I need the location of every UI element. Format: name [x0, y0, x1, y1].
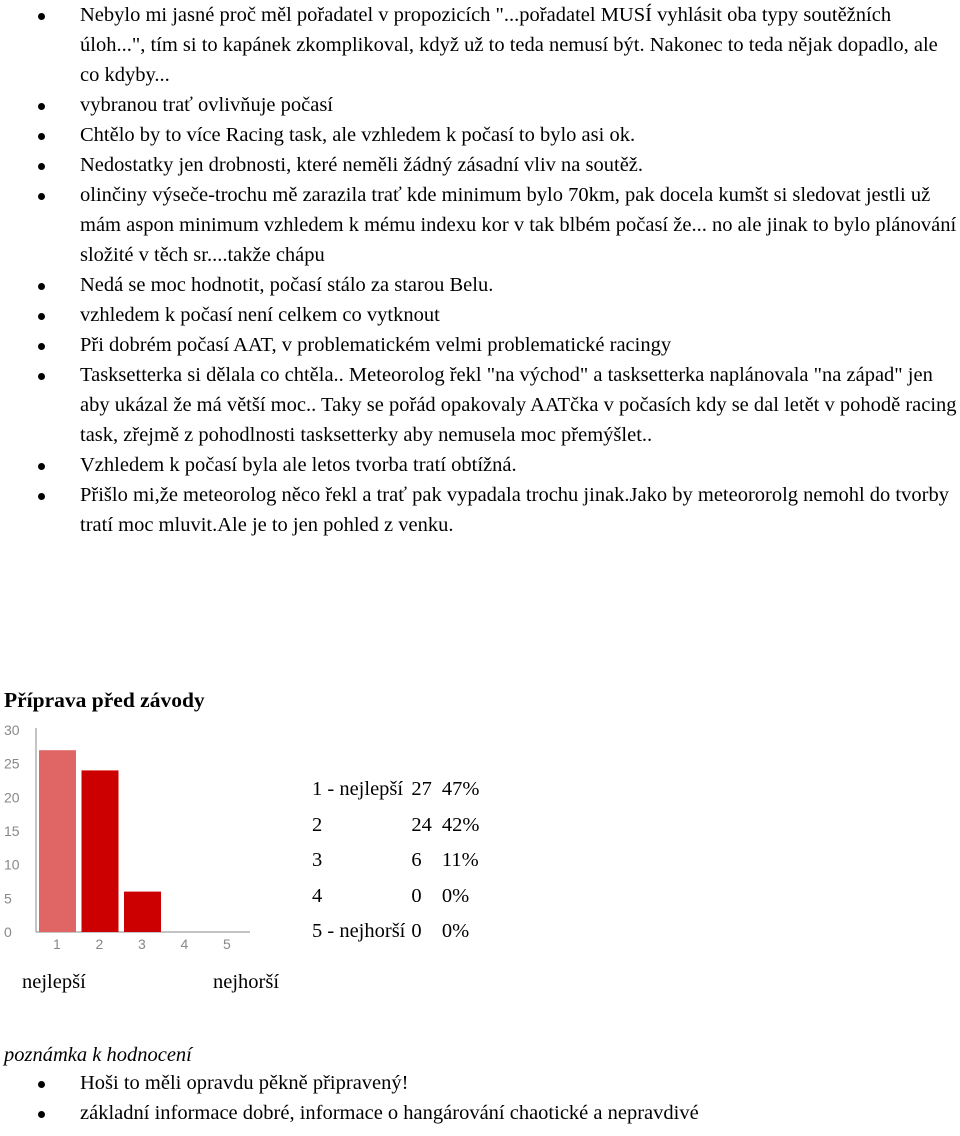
bullet-icon: [38, 103, 45, 110]
bullet-icon: [38, 1081, 45, 1088]
table-row: [310, 772, 481, 808]
list-item: [0, 1098, 960, 1128]
result-count: 24: [411, 813, 432, 836]
x-tick-label: 2: [95, 936, 104, 952]
result-count: 0: [411, 920, 422, 942]
result-count: 27: [411, 778, 432, 800]
bullet-icon: [38, 163, 45, 170]
comment-text: vzhledem k počasí není celkem co vytknout: [80, 304, 440, 326]
comment-text: Nedá se moc hodnotit, počasí stálo za starou Belu.: [80, 274, 494, 296]
result-label: 4: [312, 884, 323, 907]
table-row: [310, 808, 481, 844]
list-item: [0, 360, 960, 450]
note-list: [0, 1068, 960, 1128]
y-tick-label: 5: [4, 890, 12, 907]
bullet-icon: [38, 193, 45, 200]
comment-text: vybranou trať ovlivňuje počasí: [80, 94, 333, 116]
y-tick-label: 20: [4, 789, 20, 806]
results-table: [310, 772, 481, 950]
comment-text: olinčiny výseče-trochu mě zarazila trať kde minimum bylo 70km, pak docela kumšt si sledovat jestli už mám aspon minimum vzhledem k mému indexu kor v tak blbém počasí že... no ale jinak to bylo plánování složité v těch sr....takže chápu: [80, 184, 957, 266]
y-tick-label: 25: [4, 755, 20, 772]
rating-bar-chart: [0, 718, 300, 958]
result-label: 2: [312, 813, 323, 836]
comment-text: Tasksetterka si dělala co chtěla.. Meteorolog řekl "na východ" a tasksetterka naplánovala "na západ" jen aby ukázal že má větší moc.. Taky se pořád opakovaly AATčka v počasích kdy se dal letět v pohodě racing task, zřejmě z pohodlnosti tasksetterky aby nemusela moc přemýšlet..: [80, 364, 957, 446]
list-item: [0, 450, 960, 480]
list-item: [0, 330, 960, 360]
result-count: 0: [411, 884, 422, 907]
note-title: poznámka k hodnocení: [4, 1044, 192, 1066]
y-tick-label: 10: [4, 856, 20, 873]
result-percent: 47%: [441, 778, 480, 800]
comment-text: Vzhledem k počasí byla ale letos tvorba tratí obtížná.: [80, 454, 517, 476]
result-percent: 0%: [441, 884, 470, 907]
y-tick-label: 0: [4, 924, 12, 940]
y-tick-label: 15: [4, 823, 20, 839]
scale-low-label: nejlepší: [22, 971, 86, 993]
section-title: Příprava před závody: [4, 688, 205, 712]
y-tick-label: 30: [4, 722, 20, 738]
bullet-icon: [38, 373, 45, 380]
list-item: [0, 180, 960, 270]
bullet-icon: [38, 343, 45, 350]
bar-3: [124, 892, 161, 932]
result-label: 1 - nejlepší: [312, 778, 404, 800]
list-item: [0, 270, 960, 300]
result-label: 3: [312, 849, 323, 871]
bar-2: [82, 770, 119, 932]
list-item: [0, 150, 960, 180]
comments-list: [0, 0, 960, 540]
note-text: Hoši to měli opravdu pěkně připravený!: [80, 1072, 409, 1094]
list-item: [0, 120, 960, 150]
list-item: [0, 1068, 960, 1098]
comment-text: Nedostatky jen drobnosti, které neměli žádný zásadní vliv na soutěž.: [80, 154, 644, 176]
list-item: [0, 300, 960, 330]
result-percent: 0%: [441, 920, 470, 942]
comment-text: Nebylo mi jasné proč měl pořadatel v propozicích "...pořadatel MUSÍ vyhlásit oba typy soutěžních úloh...", tím si to kapánek zkomplikoval, když už to teda nemusí být. Nakonec to teda nějak dopadlo, ale co kdyby...: [80, 4, 938, 86]
x-tick-label: 4: [180, 936, 189, 952]
bar-1: [39, 750, 76, 932]
list-item: [0, 0, 960, 90]
x-tick-label: 5: [223, 936, 231, 952]
comment-text: Chtělo by to více Racing task, ale vzhledem k počasí to bylo asi ok.: [80, 124, 636, 146]
table-row: [310, 879, 481, 915]
result-label: 5 - nejhorší: [312, 920, 406, 942]
bullet-icon: [38, 13, 45, 20]
x-tick-label: 1: [53, 936, 61, 952]
x-tick-label: 3: [138, 936, 146, 952]
scale-high-label: nejhorší: [213, 971, 280, 993]
bullet-icon: [38, 463, 45, 470]
bullet-icon: [38, 283, 45, 290]
result-percent: 42%: [441, 813, 480, 836]
note-text: základní informace dobré, informace o hangárování chaotické a nepravdivé: [80, 1102, 699, 1124]
table-row: [310, 914, 481, 950]
comment-text: Přišlo mi,že meteorolog něco řekl a trať pak vypadala trochu jinak.Jako by meteororolg nemohl do tvorby tratí moc mluvit.Ale je to jen pohled z venku.: [80, 484, 949, 536]
table-row: [310, 843, 481, 879]
bullet-icon: [38, 1111, 45, 1118]
list-item: [0, 480, 960, 540]
bullet-icon: [38, 313, 45, 320]
bullet-icon: [38, 133, 45, 140]
bullet-icon: [38, 493, 45, 500]
comment-text: Při dobrém počasí AAT, v problematickém velmi problematické racingy: [80, 334, 672, 356]
result-percent: 11%: [441, 849, 479, 871]
result-count: 6: [411, 849, 422, 871]
list-item: [0, 90, 960, 120]
